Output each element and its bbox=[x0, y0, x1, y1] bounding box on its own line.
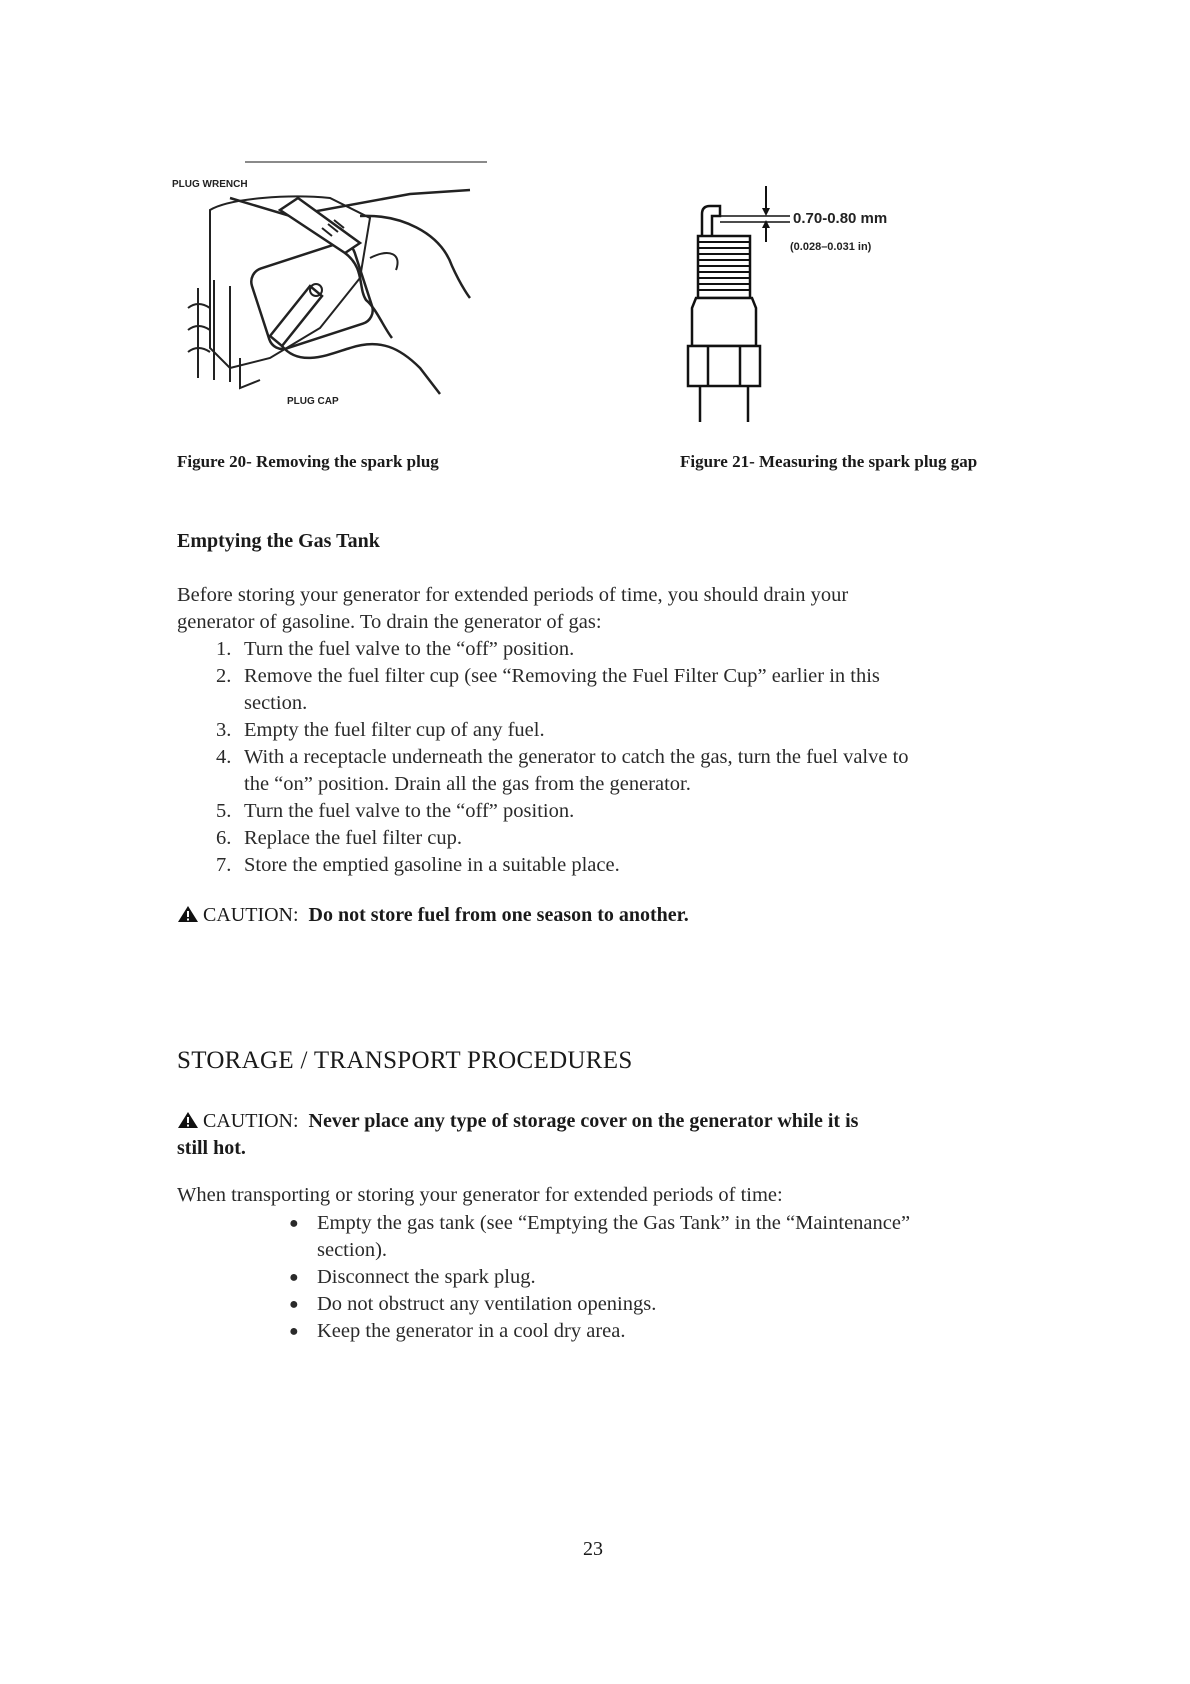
figure-20-illustration bbox=[170, 158, 490, 426]
step-number: 6. bbox=[216, 827, 232, 849]
plug-wrench-label: PLUG WRENCH bbox=[172, 179, 248, 190]
spark-plug-gap-drawing bbox=[680, 186, 940, 426]
step-number: 1. bbox=[216, 638, 232, 660]
step-text: Turn the fuel valve to the “off” position. bbox=[244, 638, 575, 660]
caution-word: CAUTION: bbox=[203, 904, 299, 926]
step-text-continued: section. bbox=[244, 692, 308, 714]
step-number: 5. bbox=[216, 800, 232, 822]
caution-text: Do not store fuel from one season to another. bbox=[308, 904, 689, 926]
spark-plug-removal-drawing bbox=[170, 158, 490, 426]
step-number: 4. bbox=[216, 746, 232, 768]
list-item bbox=[177, 744, 1057, 798]
step-text: Replace the fuel filter cup. bbox=[244, 827, 462, 849]
gap-inch-label: (0.028–0.031 in) bbox=[790, 241, 872, 253]
step-text: Store the emptied gasoline in a suitable place. bbox=[244, 854, 620, 876]
list-item bbox=[285, 1210, 1065, 1264]
caution-text-continued: still hot. bbox=[177, 1137, 246, 1159]
storage-transport-heading: STORAGE / TRANSPORT PROCEDURES bbox=[177, 1047, 633, 1074]
storage-intro: When transporting or storing your generator for extended periods of time: bbox=[177, 1184, 783, 1206]
bullet-text: Keep the generator in a cool dry area. bbox=[317, 1320, 626, 1342]
step-text: With a receptacle underneath the generator to catch the gas, turn the fuel valve to bbox=[244, 746, 909, 768]
emptying-steps-list bbox=[177, 636, 1057, 879]
caution-fuel-season bbox=[177, 902, 689, 929]
caution-word: CAUTION: bbox=[203, 1110, 299, 1132]
bullet-text: Disconnect the spark plug. bbox=[317, 1266, 536, 1288]
step-text: Turn the fuel valve to the “off” position. bbox=[244, 800, 575, 822]
step-number: 7. bbox=[216, 854, 232, 876]
list-item bbox=[285, 1318, 1065, 1345]
page-number: 23 bbox=[583, 1538, 603, 1560]
bullet-text-continued: section). bbox=[317, 1239, 388, 1261]
bullet-text: Empty the gas tank (see “Emptying the Gas Tank” in the “Maintenance” bbox=[317, 1212, 911, 1234]
bullet-icon: ● bbox=[289, 1215, 299, 1232]
list-item bbox=[177, 798, 1057, 825]
figure-20-caption: Figure 20- Removing the spark plug bbox=[177, 452, 439, 471]
step-number: 2. bbox=[216, 665, 232, 687]
list-item bbox=[285, 1264, 1065, 1291]
warning-triangle-icon bbox=[177, 1111, 199, 1129]
plug-cap-label: PLUG CAP bbox=[287, 396, 339, 407]
bullet-text: Do not obstruct any ventilation openings. bbox=[317, 1293, 657, 1315]
list-item bbox=[177, 636, 1057, 663]
storage-bullets-list bbox=[285, 1210, 1065, 1345]
bullet-icon: ● bbox=[289, 1323, 299, 1340]
figure-21-caption: Figure 21- Measuring the spark plug gap bbox=[680, 452, 978, 471]
step-text-continued: the “on” position. Drain all the gas from the generator. bbox=[244, 773, 691, 795]
figure-21-illustration bbox=[680, 186, 940, 426]
emptying-intro-line-2: generator of gasoline. To drain the generator of gas: bbox=[177, 611, 602, 633]
warning-triangle-icon bbox=[177, 905, 199, 923]
list-item bbox=[177, 663, 1057, 717]
caution-storage-cover bbox=[177, 1108, 1057, 1162]
list-item bbox=[177, 852, 1057, 879]
step-text: Remove the fuel filter cup (see “Removing the Fuel Filter Cup” earlier in this bbox=[244, 665, 880, 687]
emptying-intro-line-1: Before storing your generator for extended periods of time, you should drain your bbox=[177, 584, 849, 606]
bullet-icon: ● bbox=[289, 1269, 299, 1286]
caution-text: Never place any type of storage cover on the generator while it is bbox=[308, 1110, 859, 1132]
list-item bbox=[177, 825, 1057, 852]
bullet-icon: ● bbox=[289, 1296, 299, 1313]
gap-mm-label: 0.70-0.80 mm bbox=[793, 210, 888, 227]
step-text: Empty the fuel filter cup of any fuel. bbox=[244, 719, 545, 741]
list-item bbox=[285, 1291, 1065, 1318]
step-number: 3. bbox=[216, 719, 232, 741]
list-item bbox=[177, 717, 1057, 744]
emptying-intro bbox=[177, 582, 1057, 636]
emptying-gas-tank-heading: Emptying the Gas Tank bbox=[177, 530, 380, 552]
